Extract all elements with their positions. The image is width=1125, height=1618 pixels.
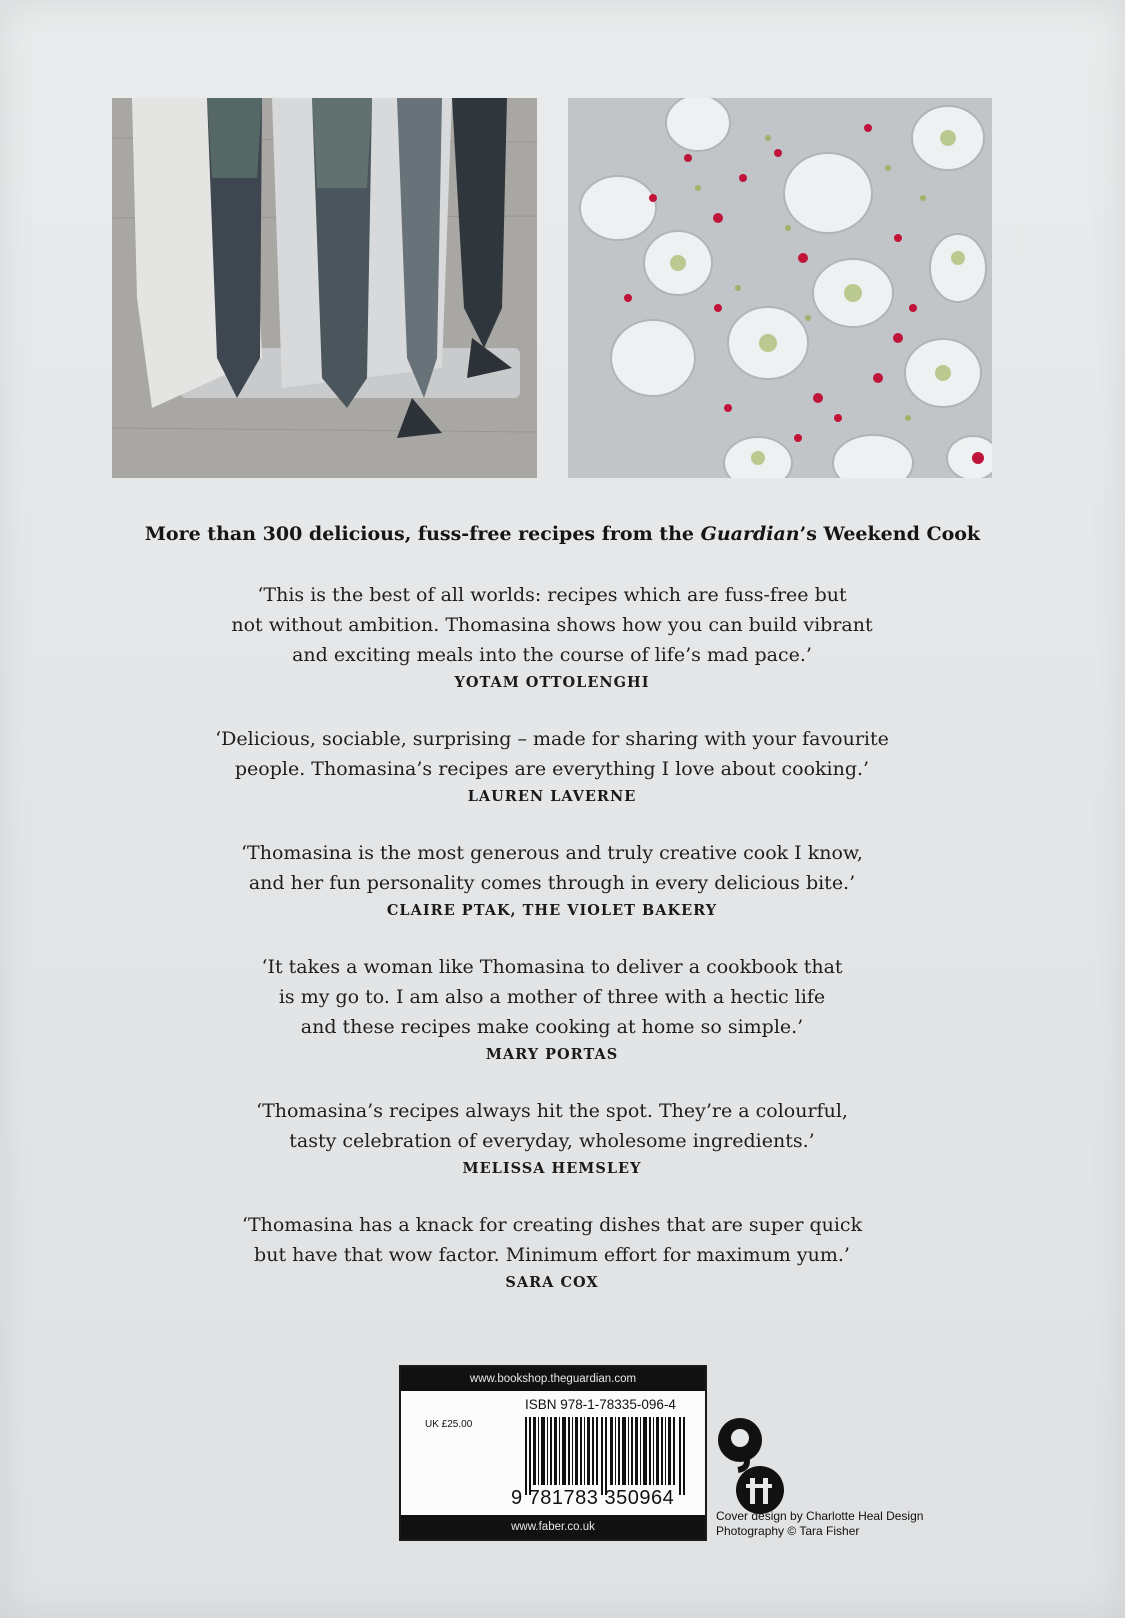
quote-text: ‘It takes a woman like Thomasina to deliver a cookbook that is my go to. I am also a mother of three with a hectic life and these recipes make cooking at home so simple.’ — [261, 956, 843, 1038]
testimonial — [112, 724, 992, 805]
bookshop-url: www.bookshop.theguardian.com — [401, 1367, 705, 1391]
testimonial — [112, 952, 992, 1063]
testimonial — [112, 580, 992, 691]
barcode-box — [399, 1365, 707, 1541]
quote-author: YOTAM OTTOLENGHI — [454, 674, 650, 691]
quote-text: ‘This is the best of all worlds: recipes which are fuss-free but not without ambition. Thomasina shows how you can build vibrant and exciting meals into the course of life’s mad pace.’ — [231, 584, 873, 666]
testimonial — [112, 1096, 992, 1177]
quote-author: SARA COX — [505, 1274, 599, 1291]
quote-text: ‘Thomasina is the most generous and truly creative cook I know, and her fun personality comes through in every delicious bite.’ — [241, 842, 863, 894]
price: UK £25.00 — [425, 1419, 473, 1430]
meringue-photo — [568, 98, 992, 478]
quote-author: MARY PORTAS — [485, 1046, 619, 1063]
publisher-url: www.faber.co.uk — [401, 1515, 705, 1539]
testimonial — [112, 1210, 992, 1291]
quote-author: CLAIRE PTAK, THE VIOLET BAKERY — [386, 902, 718, 919]
quote-author: LAUREN LAVERNE — [467, 788, 637, 805]
photography-credit: Photography © Tara Fisher — [716, 1524, 860, 1538]
quote-text: ‘Thomasina’s recipes always hit the spot. They’re a colourful, tasty celebration of everyday, wholesome ingredients.’ — [256, 1100, 848, 1152]
quote-author: MELISSA HEMSLEY — [462, 1160, 642, 1177]
tagline — [0, 523, 1125, 545]
barcode-digits: 9 781783 350964 — [511, 1487, 675, 1509]
quote-text: ‘Delicious, sociable, surprising – made for sharing with your favourite people. Thomasina’s recipes are everything I love about cooking.’ — [215, 728, 889, 780]
testimonial — [112, 838, 992, 919]
tagline-text-end: ’s Weekend Cook — [799, 523, 981, 545]
barcode-icon — [525, 1417, 685, 1495]
quote-text: ‘Thomasina has a knack for creating dishes that are super quick but have that wow factor. Minimum effort for maximum yum.’ — [241, 1214, 863, 1266]
testimonials — [112, 580, 992, 1291]
tagline-text: More than 300 delicious, fuss-free recipes from the — [144, 523, 701, 545]
mackerel-photo — [112, 98, 537, 478]
publisher-logo-icon — [716, 1412, 784, 1522]
credits — [716, 1509, 923, 1539]
design-credit: Cover design by Charlotte Heal Design — [716, 1509, 924, 1523]
isbn: ISBN 978-1-78335-096-4 — [525, 1397, 676, 1412]
tagline-publication: Guardian — [700, 523, 800, 545]
